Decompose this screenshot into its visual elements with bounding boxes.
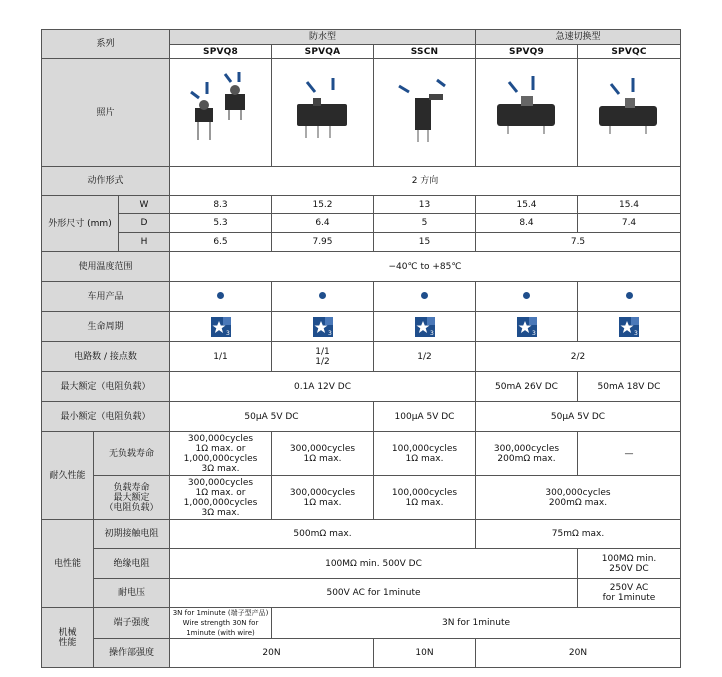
min-rating-label: 最小额定（电阻负载） [42,402,170,432]
terminal-strength-2: 3N for 1minute [272,608,681,639]
automotive-dot-icon [217,292,224,299]
action-value: 2 方向 [170,167,681,196]
lifecycle-star-icon [313,317,333,337]
dim-w-5: 15.4 [578,196,681,214]
load-life-4: 300,000cycles 200mΩ max. [476,476,681,520]
contact-resistance-label: 初期接触电阻 [94,520,170,549]
automotive-label: 车用产品 [42,282,170,312]
load-life-label: 负载寿命 最大额定 （电阻负载） [94,476,170,520]
automotive-dot-icon [523,292,530,299]
automotive-dot-icon [421,292,428,299]
model-spvqc: SPVQC [578,45,681,59]
model-sscn: SSCN [374,45,476,59]
svg-text:3: 3 [429,329,434,337]
photo-spvqa [272,59,374,167]
contact-resistance-2: 75mΩ max. [476,520,681,549]
svg-text:3: 3 [225,329,230,337]
dim-d-5: 7.4 [578,214,681,233]
load-life-3: 100,000cycles 1Ω max. [374,476,476,520]
contact-resistance-1: 500mΩ max. [170,520,476,549]
max-rating-1: 0.1A 12V DC [170,372,476,402]
svg-text:3: 3 [634,329,638,337]
dim-w-label: W [119,196,170,214]
dim-h-2: 7.95 [272,233,374,252]
dim-h-1: 6.5 [170,233,272,252]
lifecycle-star-icon [211,317,231,337]
dim-h-label: H [119,233,170,252]
withstand-voltage-label: 耐电压 [94,579,170,608]
electrical-label: 电性能 [42,520,94,608]
max-rating-label: 最大额定（电阻负载） [42,372,170,402]
model-spvqa: SPVQA [272,45,374,59]
automotive-dot-icon [626,292,633,299]
temp-label: 使用温度范围 [42,252,170,282]
dim-d-1: 5.3 [170,214,272,233]
withstand-voltage-2: 250V AC for 1minute [578,579,681,608]
lifecycle-star-icon [415,317,435,337]
dim-h-3: 15 [374,233,476,252]
circuit-3: 1/2 [374,342,476,372]
action-label: 动作形式 [42,167,170,196]
noload-life-5: — [578,432,681,476]
insulation-1: 100MΩ min. 500V DC [170,549,578,579]
group-waterproof: 防水型 [170,30,476,45]
group-snap-action: 急速切换型 [476,30,681,45]
circuit-4: 2/2 [476,342,681,372]
withstand-voltage-1: 500V AC for 1minute [170,579,578,608]
noload-life-1: 300,000cycles 1Ω max. or 1,000,000cycles 3Ω max. [170,432,272,476]
min-rating-1: 50μA 5V DC [170,402,374,432]
min-rating-3: 50μA 5V DC [476,402,681,432]
dim-d-label: D [119,214,170,233]
noload-life-2: 300,000cycles 1Ω max. [272,432,374,476]
lifecycle-star-icon [517,317,537,337]
actuator-strength-label: 操作部强度 [94,639,170,668]
model-spvq9: SPVQ9 [476,45,578,59]
dim-w-1: 8.3 [170,196,272,214]
lifecycle-label: 生命周期 [42,312,170,342]
terminal-strength-1: 3N for 1minute (端子型产品) Wire strength 30N for 1minute (with wire) [170,608,272,639]
noload-life-label: 无负载寿命 [94,432,170,476]
insulation-label: 绝缘电阻 [94,549,170,579]
mechanical-label: 机械 性能 [42,608,94,668]
actuator-strength-2: 10N [374,639,476,668]
dim-d-3: 5 [374,214,476,233]
max-rating-3: 50mA 18V DC [578,372,681,402]
min-rating-2: 100μA 5V DC [374,402,476,432]
insulation-2: 100MΩ min. 250V DC [578,549,681,579]
photo-spvqc [578,59,681,167]
spec-table [41,29,681,668]
circuit-1: 1/1 [170,342,272,372]
dim-w-3: 13 [374,196,476,214]
photo-spvq8 [170,59,272,167]
noload-life-3: 100,000cycles 1Ω max. [374,432,476,476]
temp-value: −40℃ to +85℃ [170,252,681,282]
load-life-2: 300,000cycles 1Ω max. [272,476,374,520]
noload-life-4: 300,000cycles 200mΩ max. [476,432,578,476]
photo-sscn [374,59,476,167]
svg-text:3: 3 [327,329,332,337]
lifecycle-star-icon [619,317,639,337]
circuit-label: 电路数 / 接点数 [42,342,170,372]
terminal-strength-label: 端子强度 [94,608,170,639]
dim-w-4: 15.4 [476,196,578,214]
dim-h-4: 7.5 [476,233,681,252]
circuit-2: 1/1 1/2 [272,342,374,372]
max-rating-2: 50mA 26V DC [476,372,578,402]
photo-spvq9 [476,59,578,167]
series-header: 系列 [42,30,170,59]
durability-label: 耐久性能 [42,432,94,520]
svg-text:3: 3 [531,329,536,337]
load-life-1: 300,000cycles 1Ω max. or 1,000,000cycles 3Ω max. [170,476,272,520]
photo-label: 照片 [42,59,170,167]
model-spvq8: SPVQ8 [170,45,272,59]
actuator-strength-1: 20N [170,639,374,668]
actuator-strength-3: 20N [476,639,681,668]
dim-d-2: 6.4 [272,214,374,233]
automotive-dot-icon [319,292,326,299]
dim-d-4: 8.4 [476,214,578,233]
dim-w-2: 15.2 [272,196,374,214]
dims-label: 外形尺寸 (mm) [42,196,119,252]
